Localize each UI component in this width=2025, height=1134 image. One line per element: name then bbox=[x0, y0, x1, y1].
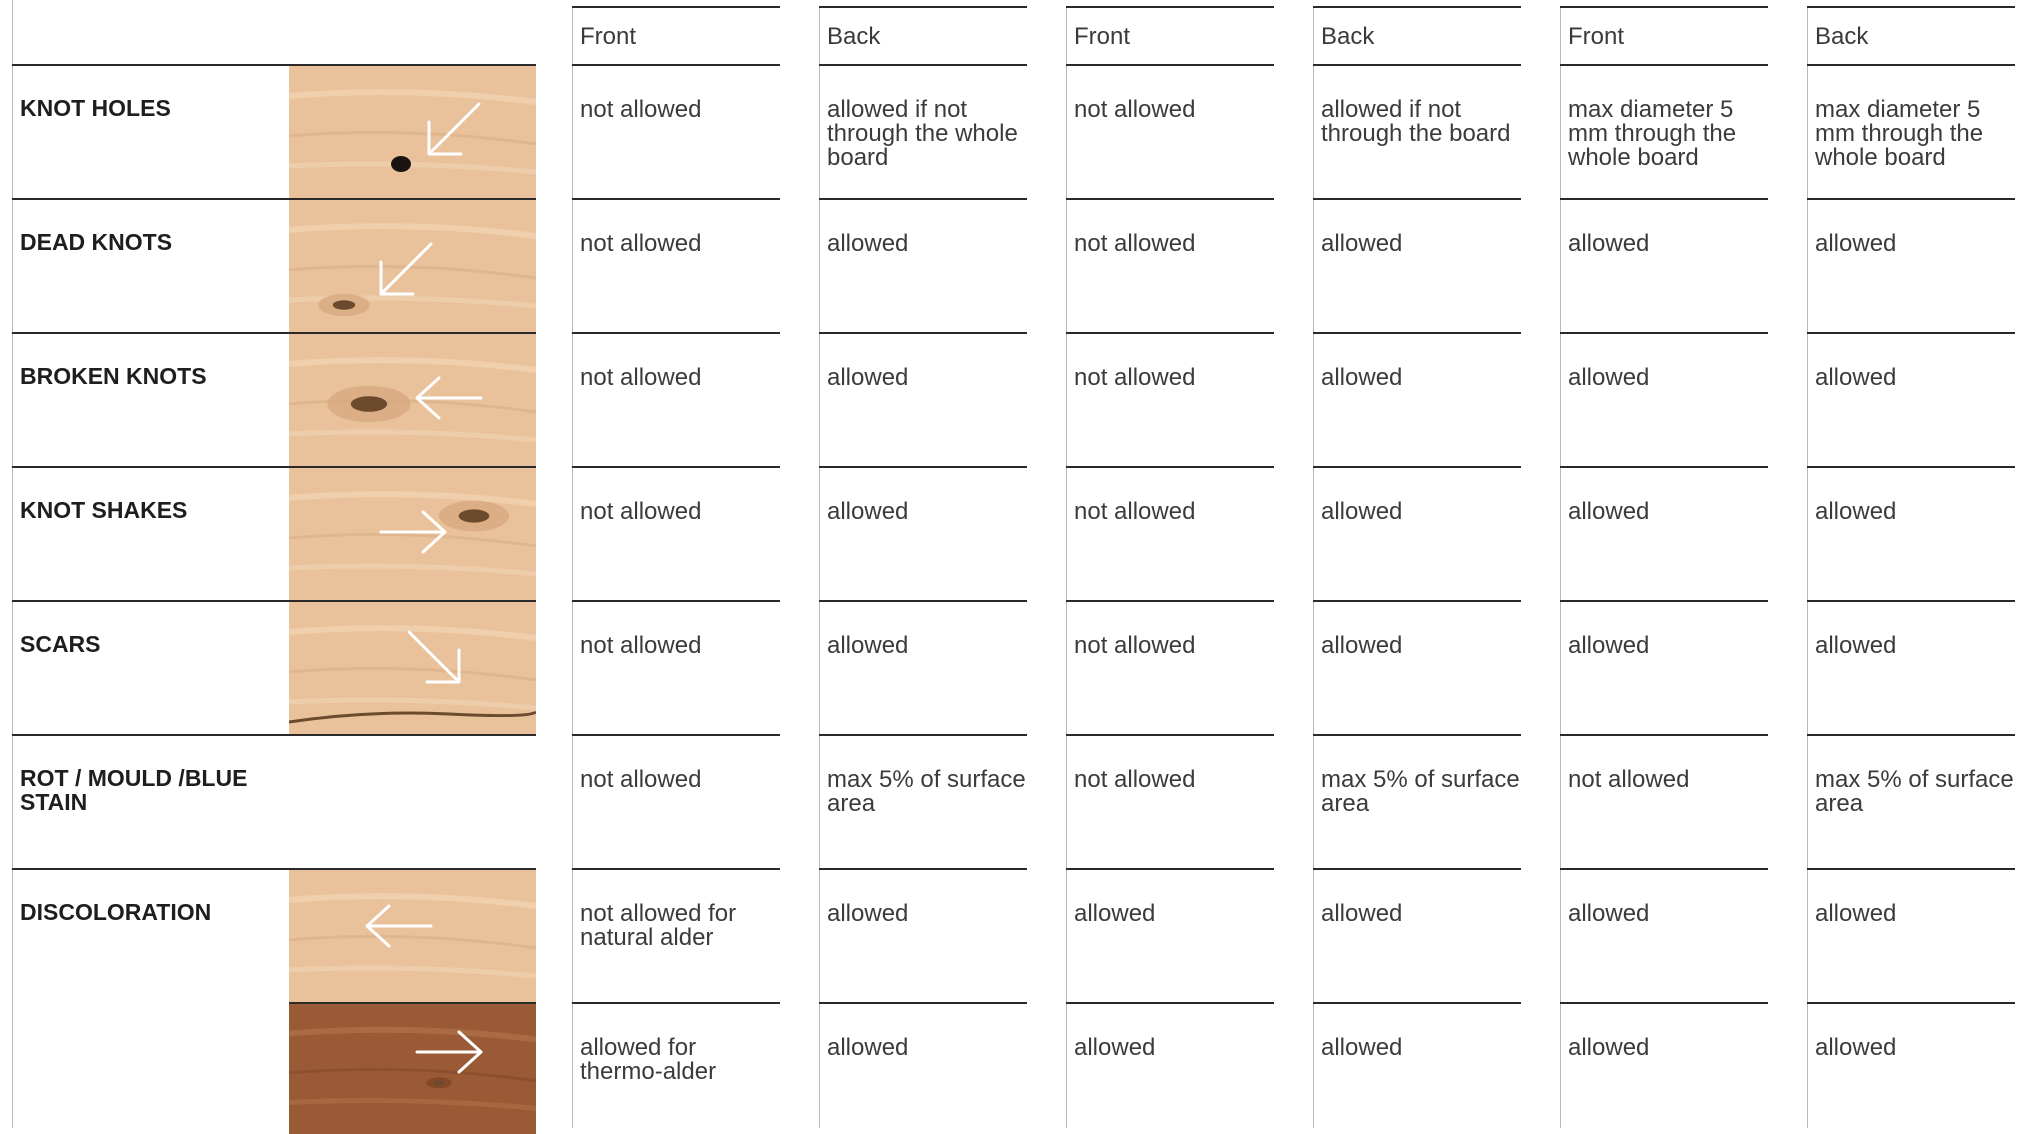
table-cell: max diameter 5 mm through the whole board bbox=[1815, 96, 1984, 171]
table-cell: not allowed bbox=[580, 632, 702, 659]
cell-rule bbox=[819, 466, 1027, 468]
table-cell: allowed bbox=[1815, 230, 1897, 257]
knot-shake-photo bbox=[289, 468, 536, 600]
cell-rule bbox=[572, 868, 780, 870]
cell-rule bbox=[1313, 1002, 1521, 1004]
table-cell: allowed bbox=[1321, 498, 1403, 525]
table-cell: allowed bbox=[1321, 900, 1403, 927]
cell-rule bbox=[1560, 734, 1768, 736]
cell-rule bbox=[1313, 198, 1521, 200]
table-cell: not allowed bbox=[1074, 498, 1196, 525]
table-cell: max diameter 5 mm through the whole board bbox=[1568, 96, 1737, 171]
table-cell: allowed bbox=[1568, 230, 1650, 257]
header-top-rule bbox=[1807, 6, 2015, 8]
header-top-rule bbox=[1560, 6, 1768, 8]
column-divider bbox=[819, 6, 820, 1128]
cell-rule bbox=[1807, 332, 2015, 334]
natural-alder-discoloration-photo bbox=[289, 870, 536, 1002]
column-header: Front bbox=[580, 23, 637, 50]
table-cell: allowed bbox=[1568, 364, 1650, 391]
cell-rule bbox=[572, 332, 780, 334]
cell-rule bbox=[1313, 734, 1521, 736]
header-top-rule bbox=[572, 6, 780, 8]
cell-rule bbox=[572, 198, 780, 200]
column-divider bbox=[572, 6, 573, 1128]
cell-rule bbox=[1560, 64, 1768, 66]
header-top-rule bbox=[1066, 6, 1274, 8]
table-cell: not allowed bbox=[580, 766, 702, 793]
table-cell: allowed for thermo-alder bbox=[580, 1034, 717, 1085]
table-cell: not allowed bbox=[1074, 766, 1196, 793]
table-cell: allowed bbox=[1568, 900, 1650, 927]
table-cell: not allowed bbox=[580, 230, 702, 257]
table-cell: not allowed bbox=[580, 96, 702, 123]
table-cell: not allowed bbox=[1074, 632, 1196, 659]
row-label: SCARS bbox=[20, 631, 101, 657]
cell-rule bbox=[1807, 600, 2015, 602]
cell-rule bbox=[1807, 868, 2015, 870]
table-cell: allowed bbox=[1815, 498, 1897, 525]
scar-photo bbox=[289, 602, 536, 734]
table-cell: max 5% of surface area bbox=[827, 766, 1026, 817]
cell-rule bbox=[572, 1002, 780, 1004]
knot-hole-photo bbox=[289, 66, 536, 198]
table-cell: not allowed bbox=[580, 364, 702, 391]
header-top-rule bbox=[819, 6, 1027, 8]
table-cell: allowed if not through the whole board bbox=[827, 96, 1018, 171]
cell-rule bbox=[1313, 64, 1521, 66]
table-cell: max 5% of surface area bbox=[1321, 766, 1520, 817]
cell-rule bbox=[819, 198, 1027, 200]
arrow-left-icon bbox=[409, 358, 489, 438]
dead-knot-photo bbox=[289, 200, 536, 332]
table-cell: allowed bbox=[1568, 632, 1650, 659]
row-label: DEAD KNOTS bbox=[20, 229, 173, 255]
table-cell: allowed bbox=[1321, 1034, 1403, 1061]
cell-rule bbox=[1560, 1002, 1768, 1004]
column-header: Back bbox=[1815, 23, 1869, 50]
table-cell: not allowed bbox=[1074, 96, 1196, 123]
table-cell: allowed bbox=[827, 364, 909, 391]
table-cell: not allowed for natural alder bbox=[580, 900, 737, 951]
row-rule bbox=[12, 734, 536, 736]
cell-rule bbox=[1066, 466, 1274, 468]
cell-rule bbox=[1313, 332, 1521, 334]
cell-rule bbox=[572, 64, 780, 66]
broken-knot-photo bbox=[289, 334, 536, 466]
cell-rule bbox=[1807, 64, 2015, 66]
arrow-left-icon bbox=[359, 886, 439, 966]
row-label: DISCOLORATION bbox=[20, 899, 212, 925]
cell-rule bbox=[1807, 734, 2015, 736]
column-divider bbox=[1807, 6, 1808, 1128]
arrow-down-right-icon bbox=[399, 622, 479, 702]
cell-rule bbox=[819, 64, 1027, 66]
arrow-right-icon bbox=[409, 1012, 489, 1092]
row-label: KNOT HOLES bbox=[20, 95, 171, 121]
table-cell: allowed bbox=[827, 1034, 909, 1061]
column-header: Front bbox=[1074, 23, 1131, 50]
column-divider bbox=[1560, 6, 1561, 1128]
cell-rule bbox=[572, 600, 780, 602]
column-header: Front bbox=[1568, 23, 1625, 50]
column-divider bbox=[1066, 6, 1067, 1128]
table-cell: allowed bbox=[1074, 1034, 1156, 1061]
cell-rule bbox=[1066, 198, 1274, 200]
cell-rule bbox=[1807, 198, 2015, 200]
table-cell: allowed bbox=[1815, 1034, 1897, 1061]
cell-rule bbox=[819, 332, 1027, 334]
table-cell: allowed bbox=[1815, 632, 1897, 659]
cell-rule bbox=[572, 734, 780, 736]
cell-rule bbox=[1560, 198, 1768, 200]
column-header: Back bbox=[1321, 23, 1375, 50]
table-cell: allowed bbox=[1815, 364, 1897, 391]
table-cell: allowed bbox=[1321, 632, 1403, 659]
column-divider bbox=[1313, 6, 1314, 1128]
table-cell: allowed bbox=[1074, 900, 1156, 927]
table-cell: allowed bbox=[1815, 900, 1897, 927]
cell-rule bbox=[819, 734, 1027, 736]
table-cell: allowed if not through the board bbox=[1321, 96, 1511, 147]
cell-rule bbox=[819, 600, 1027, 602]
table-cell: not allowed bbox=[1074, 230, 1196, 257]
table-cell: max 5% of surface area bbox=[1815, 766, 2014, 817]
table-cell: allowed bbox=[1321, 364, 1403, 391]
column-header: Back bbox=[827, 23, 881, 50]
table-cell: allowed bbox=[827, 498, 909, 525]
cell-rule bbox=[1066, 64, 1274, 66]
arrow-down-left-icon bbox=[361, 234, 441, 314]
cell-rule bbox=[1066, 734, 1274, 736]
table-cell: allowed bbox=[1321, 230, 1403, 257]
cell-rule bbox=[1066, 868, 1274, 870]
cell-rule bbox=[1313, 600, 1521, 602]
cell-rule bbox=[1313, 466, 1521, 468]
table-cell: allowed bbox=[827, 230, 909, 257]
table-cell: not allowed bbox=[1074, 364, 1196, 391]
row-label: ROT / MOULD /BLUE STAIN bbox=[20, 765, 248, 815]
table-cell: allowed bbox=[827, 900, 909, 927]
cell-rule bbox=[1066, 600, 1274, 602]
table-cell: not allowed bbox=[1568, 766, 1690, 793]
thermo-alder-discoloration-photo bbox=[289, 1004, 536, 1134]
arrow-down-left-icon bbox=[409, 94, 489, 174]
header-top-rule bbox=[1313, 6, 1521, 8]
table-cell: allowed bbox=[827, 632, 909, 659]
table-cell: not allowed bbox=[580, 498, 702, 525]
cell-rule bbox=[1066, 332, 1274, 334]
arrow-right-icon bbox=[373, 492, 453, 572]
cell-rule bbox=[1560, 466, 1768, 468]
cell-rule bbox=[819, 1002, 1027, 1004]
table-cell: allowed bbox=[1568, 498, 1650, 525]
cell-rule bbox=[1807, 1002, 2015, 1004]
cell-rule bbox=[1560, 600, 1768, 602]
row-label: BROKEN KNOTS bbox=[20, 363, 207, 389]
cell-rule bbox=[1313, 868, 1521, 870]
table-left-border bbox=[12, 0, 13, 1128]
cell-rule bbox=[1066, 1002, 1274, 1004]
cell-rule bbox=[1807, 466, 2015, 468]
cell-rule bbox=[1560, 868, 1768, 870]
table-cell: allowed bbox=[1568, 1034, 1650, 1061]
cell-rule bbox=[572, 466, 780, 468]
cell-rule bbox=[819, 868, 1027, 870]
cell-rule bbox=[1560, 332, 1768, 334]
row-label: KNOT SHAKES bbox=[20, 497, 188, 523]
